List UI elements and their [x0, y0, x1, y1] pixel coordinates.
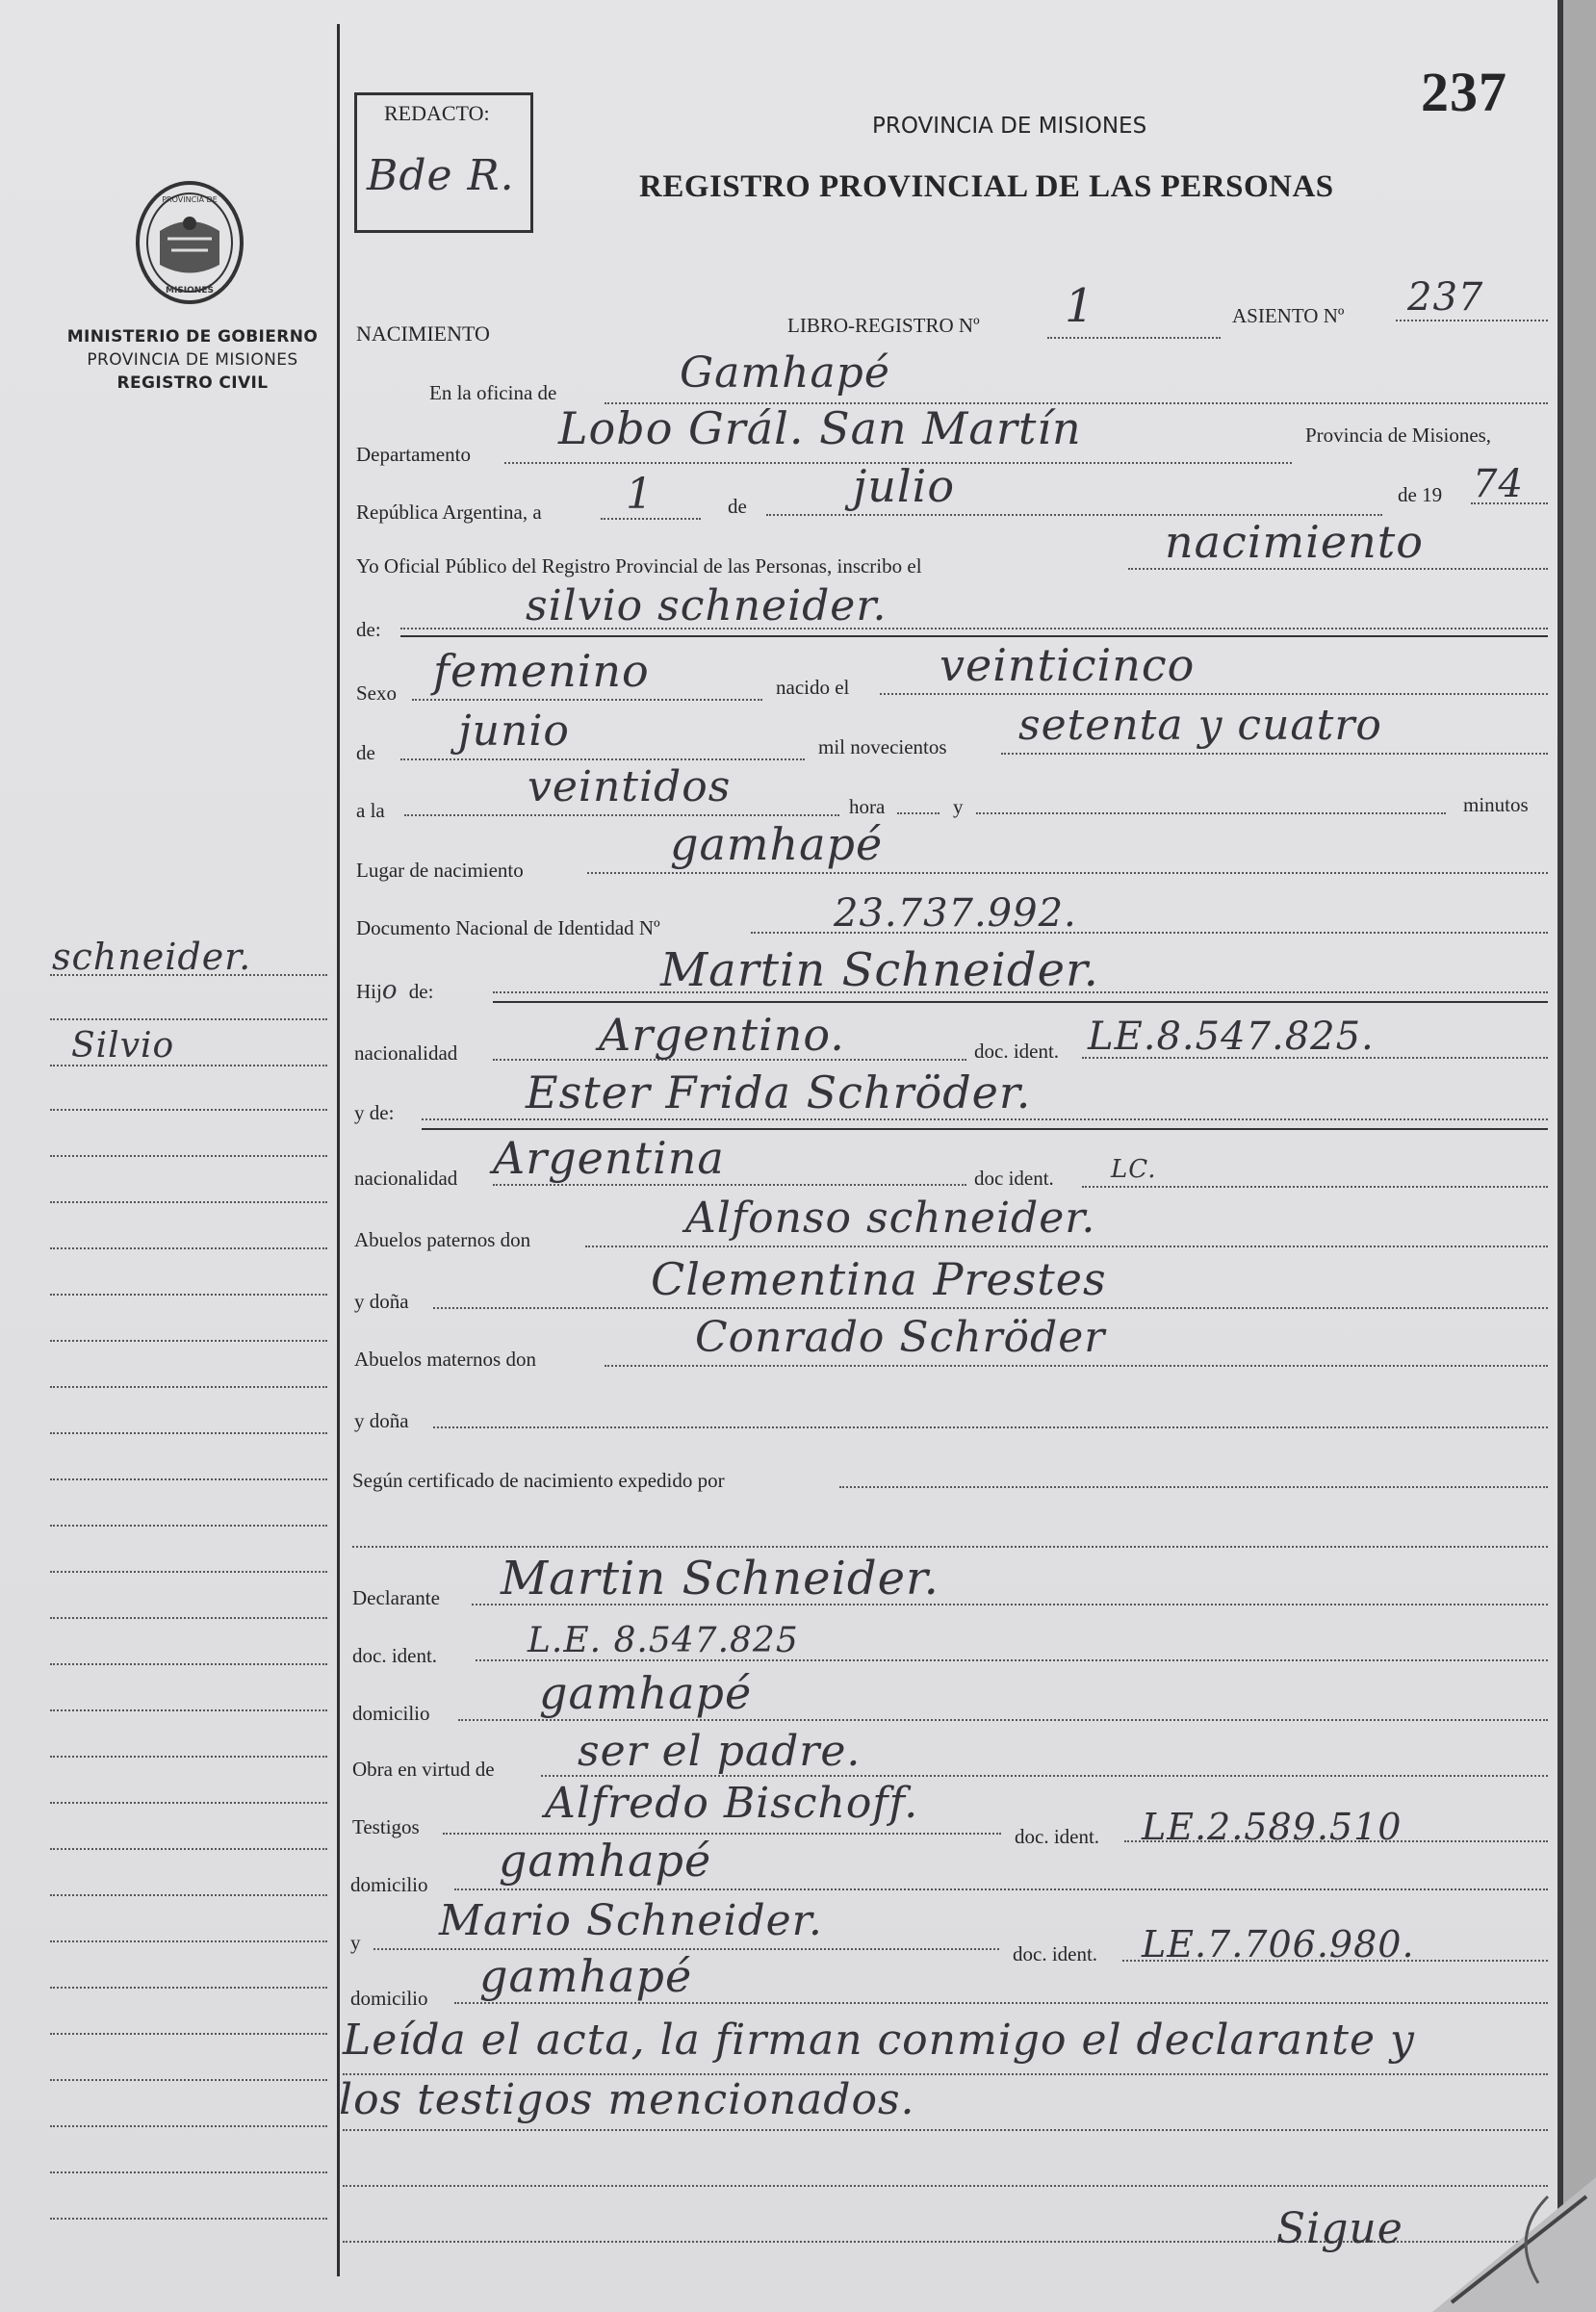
- child-of-tail: de:: [408, 980, 434, 1003]
- nationality2-label: nacionalidad: [354, 1167, 458, 1190]
- province-heading: PROVINCIA DE MISIONES: [872, 114, 1147, 139]
- mother-nationality-line: [493, 1184, 966, 1186]
- margin-line: [50, 1018, 327, 1020]
- stamp-initials: Bde R.: [367, 151, 515, 200]
- witness-label: Testigos: [352, 1815, 420, 1838]
- nationality-label: nacionalidad: [354, 1041, 458, 1065]
- paternal-dona-line: [433, 1307, 1548, 1309]
- sex-value: femenino: [433, 645, 650, 697]
- closing-line-3-rule: [343, 2185, 1548, 2187]
- margin-line: [50, 1294, 327, 1296]
- entry-line: [1396, 320, 1548, 321]
- margin-line: [50, 1848, 327, 1850]
- officer-line: [1128, 568, 1548, 570]
- at-label: a la: [356, 799, 385, 822]
- y-label: y: [350, 1931, 361, 1954]
- hour-tail-line: [897, 812, 940, 814]
- registry-title: REGISTRO PROVINCIAL DE LAS PERSONAS: [639, 169, 1334, 204]
- type-label: NACIMIENTO: [356, 321, 490, 346]
- born-day-line: [880, 693, 1548, 695]
- and-of-label: y de:: [354, 1101, 395, 1124]
- witness1-doc-value: LE.2.589.510: [1142, 1806, 1403, 1848]
- minutes-line: [976, 812, 1446, 814]
- day-value: 1: [626, 470, 654, 519]
- doc-ident2-label: doc ident.: [974, 1167, 1054, 1190]
- margin-line: [50, 1340, 327, 1342]
- mother-nationality: Argentina: [493, 1132, 725, 1184]
- page-number: 237: [1421, 61, 1507, 123]
- continues-note: Sigue: [1276, 2204, 1403, 2253]
- department-value: Lobo Grál. San Martín: [558, 402, 1082, 454]
- provincial-emblem-icon: [133, 173, 246, 306]
- year-label: de 19: [1398, 483, 1443, 506]
- witness1-doc-label: doc. ident.: [1015, 1825, 1100, 1848]
- margin-line: [50, 1894, 327, 1896]
- acting-label: Obra en virtud de: [352, 1758, 495, 1781]
- book-label: LIBRO-REGISTRO Nº: [787, 314, 980, 337]
- officer-value: nacimiento: [1165, 516, 1424, 568]
- domicile-line: [458, 1719, 1548, 1721]
- margin-line: [50, 1940, 327, 1942]
- sex-line: [412, 699, 762, 701]
- dona-label: y doña: [354, 1290, 409, 1313]
- margin-line: [50, 2125, 327, 2127]
- child-of-label: [356, 976, 433, 1005]
- paternal-don-line: [585, 1246, 1548, 1247]
- emblem-text-bottom: MISIONES: [166, 286, 214, 295]
- margin-line: [50, 1247, 327, 1249]
- ministry-block: [56, 325, 329, 395]
- birthplace-label: Lugar de nacimiento: [356, 859, 524, 882]
- acting-value: ser el padre.: [578, 1727, 862, 1776]
- office-label: En la oficina de: [429, 381, 557, 404]
- entry-value: 237: [1407, 275, 1484, 320]
- margin-line: [50, 1155, 327, 1157]
- father-doc: LE.8.547.825.: [1088, 1015, 1375, 1059]
- declarant-value: Martin Schneider.: [501, 1552, 940, 1606]
- declarant-doc-label: doc. ident.: [352, 1644, 438, 1667]
- father-underline: [493, 1001, 1548, 1003]
- margin-line: [50, 1987, 327, 1989]
- hour-value: veintidos: [528, 762, 732, 811]
- birthplace-line: [587, 872, 1548, 874]
- maternal-label: Abuelos maternos don: [354, 1348, 536, 1371]
- dona2-label: y doña: [354, 1409, 409, 1432]
- year-value: 74: [1473, 462, 1524, 506]
- dni-value: 23.737.992.: [834, 891, 1077, 936]
- father-nationality: Argentino.: [599, 1009, 845, 1061]
- mother-doc: LC.: [1111, 1155, 1157, 1184]
- margin-line: [50, 1663, 327, 1665]
- father-value: Martin Schneider.: [660, 943, 1099, 997]
- margin-rule: [337, 24, 340, 2276]
- mother-doc-line: [1082, 1186, 1548, 1188]
- certificate-label: Según certificado de nacimiento expedido por: [352, 1469, 725, 1492]
- margin-given-name: Silvio: [71, 1026, 175, 1066]
- dni-label: Documento Nacional de Identidad Nº: [356, 916, 660, 939]
- margin-line: [50, 2033, 327, 2035]
- birthplace-value: gamhapé: [670, 818, 884, 870]
- margin-line: [50, 1802, 327, 1804]
- domicile-value: gamhapé: [539, 1667, 753, 1719]
- and-label: y: [953, 795, 964, 818]
- margin-line: [50, 2218, 327, 2220]
- ministry-line-1: MINISTERIO DE GOBIERNO: [66, 327, 319, 347]
- margin-line: [50, 1386, 327, 1388]
- mother-value: Ester Frida Schröder.: [526, 1066, 1032, 1118]
- department-label: Departamento: [356, 443, 471, 466]
- certificate-line-2: [352, 1546, 1548, 1548]
- born-year-value: setenta y cuatro: [1018, 701, 1382, 750]
- margin-line: [50, 1109, 327, 1111]
- person-value: silvio schneider.: [526, 581, 888, 630]
- province-suffix: Provincia de Misiones,: [1305, 424, 1492, 447]
- declarant-doc-value: L.E. 8.547.825: [528, 1621, 799, 1660]
- mother-underline: [422, 1128, 1548, 1130]
- born-month-line: [400, 758, 805, 760]
- margin-line: [50, 1709, 327, 1711]
- month-value: julio: [853, 460, 956, 512]
- sex-label: Sexo: [356, 681, 397, 705]
- ministry-line-3: REGISTRO CIVIL: [116, 373, 269, 393]
- book-value: 1: [1065, 279, 1095, 333]
- child-of-prefix: Hij: [356, 980, 382, 1003]
- witness1-dom-value: gamhapé: [499, 1835, 712, 1887]
- margin-line: [50, 974, 327, 976]
- person-underline: [400, 635, 1548, 637]
- margin-line: [50, 1756, 327, 1758]
- closing-line-2: los testigos mencionados.: [339, 2075, 915, 2124]
- witness1-value: Alfredo Bischoff.: [545, 1779, 919, 1828]
- margin-line: [50, 1065, 327, 1066]
- margin-line: [50, 2171, 327, 2173]
- hour-label: hora: [849, 795, 886, 818]
- maternal-don-line: [605, 1365, 1548, 1367]
- margin-line: [50, 2079, 327, 2081]
- witness2-dom-line: [454, 2002, 1548, 2004]
- margin-line: [50, 1478, 327, 1480]
- born-month-value: junio: [458, 706, 570, 756]
- doc-ident-label: doc. ident.: [974, 1040, 1060, 1063]
- witness2-doc-value: LE.7.706.980.: [1142, 1923, 1415, 1965]
- mother-line: [422, 1118, 1548, 1120]
- de2-label: de: [356, 741, 375, 764]
- margin-line: [50, 1201, 327, 1203]
- emblem-text-top: PROVINCIA DE: [162, 195, 218, 204]
- closing-line-2-rule: [343, 2129, 1548, 2131]
- redacto-stamp: [354, 92, 533, 233]
- margin-line: [50, 1525, 327, 1527]
- paternal-dona-value: Clementina Prestes: [651, 1253, 1107, 1305]
- republic-label: República Argentina, a: [356, 501, 542, 524]
- born-label: nacido el: [776, 676, 850, 699]
- witness2-dom-label: domicilio: [350, 1987, 428, 2010]
- paternal-label: Abuelos paternos don: [354, 1228, 531, 1251]
- office-value: Gamhapé: [680, 348, 890, 398]
- declarant-label: Declarante: [352, 1586, 440, 1609]
- officer-text: Yo Oficial Público del Registro Provincial de las Personas, inscribo el: [356, 554, 922, 578]
- closing-line-1: Leída el acta, la firman conmigo el declarante y: [343, 2016, 1415, 2065]
- paternal-don-value: Alfonso schneider.: [685, 1194, 1096, 1243]
- page-edge: [1557, 0, 1563, 2312]
- stamp-label: REDACTO:: [384, 101, 490, 125]
- margin-line: [50, 1617, 327, 1619]
- thousand-label: mil novecientos: [818, 735, 947, 758]
- witness1-dom-line: [454, 1888, 1548, 1890]
- margin-line: [50, 1571, 327, 1573]
- domicile-label: domicilio: [352, 1702, 430, 1725]
- maternal-dona-line: [433, 1426, 1548, 1428]
- maternal-don-value: Conrado Schröder: [695, 1313, 1106, 1362]
- ministry-line-2: PROVINCIA DE MISIONES: [87, 350, 298, 370]
- of-label: de:: [356, 618, 381, 641]
- witness2-doc-label: doc. ident.: [1013, 1942, 1098, 1965]
- minutes-label: minutos: [1463, 793, 1529, 816]
- entry-label: ASIENTO Nº: [1232, 304, 1345, 327]
- margin-line: [50, 1432, 327, 1434]
- folded-corner-icon: [1394, 2177, 1596, 2312]
- certificate-line: [839, 1486, 1548, 1488]
- witness2-value: Mario Schneider.: [439, 1896, 823, 1945]
- book-line: [1047, 337, 1221, 339]
- witness1-dom-label: domicilio: [350, 1873, 428, 1896]
- born-year-line: [1001, 753, 1548, 755]
- margin-surname: schneider.: [52, 936, 252, 978]
- child-suffix: o: [381, 976, 399, 1005]
- hour-line: [404, 814, 839, 816]
- de-label: de: [728, 495, 747, 518]
- witness2-dom-value: gamhapé: [479, 1950, 693, 2002]
- born-day-value: veinticinco: [940, 639, 1196, 691]
